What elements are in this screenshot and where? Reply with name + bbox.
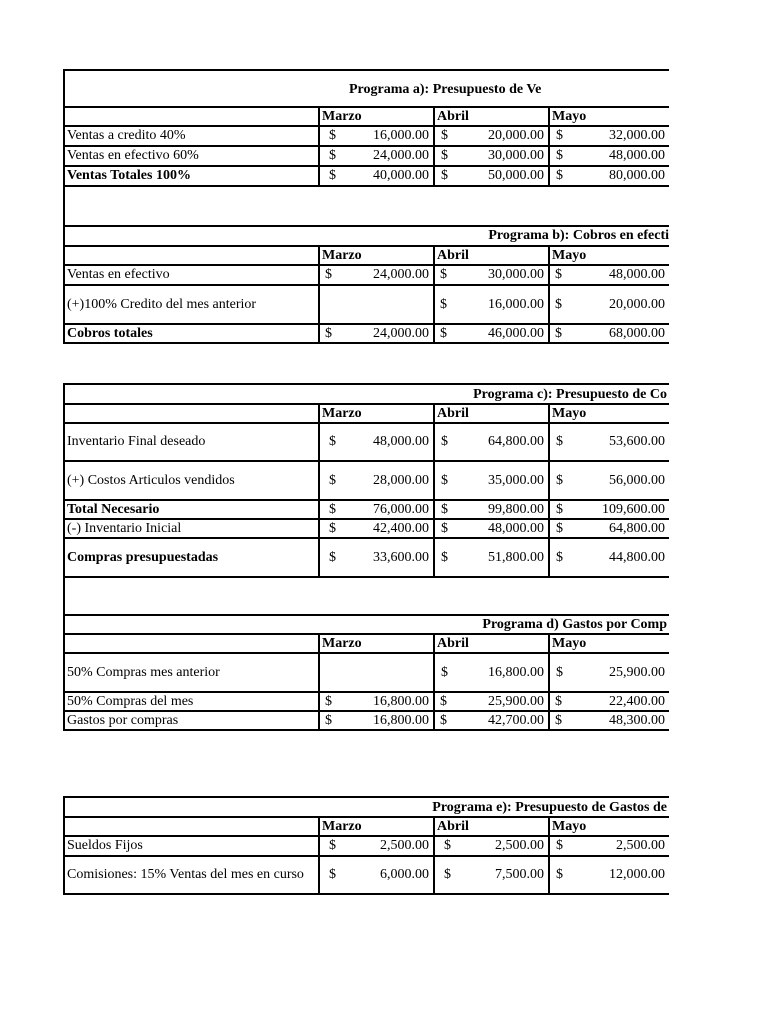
- month-header-mayo: Mayo: [552, 635, 587, 651]
- table-title-b: Programa b): Cobros en efecti: [488, 228, 670, 243]
- budget-block-cd: [63, 383, 668, 731]
- cell-value: 25,900.00: [488, 693, 544, 709]
- currency-symbol: $: [440, 325, 447, 341]
- currency-symbol: $: [441, 434, 448, 449]
- budget-block-e: [63, 796, 668, 895]
- cell-value: 80,000.00: [609, 168, 666, 183]
- table-row: [64, 836, 669, 856]
- table-title-c: Programa c): Presupuesto de Co: [473, 387, 667, 402]
- row-label: Gastos por compras: [64, 711, 319, 730]
- currency-symbol: $: [441, 501, 448, 517]
- currency-symbol: $: [325, 325, 332, 341]
- currency-symbol: $: [325, 693, 332, 709]
- currency-symbol: $: [556, 664, 563, 680]
- currency-symbol: $: [555, 693, 562, 709]
- cell-value: 35,000.00: [488, 472, 544, 488]
- cell-value: 51,800.00: [488, 549, 544, 565]
- budget-block-ab: [63, 69, 668, 344]
- currency-symbol: $: [556, 148, 563, 163]
- header-empty-cell: [64, 634, 319, 653]
- row-label: (+) Costos Articulos vendidos: [64, 461, 319, 500]
- cell-value: 56,000.00: [609, 472, 665, 488]
- header-empty-cell: [64, 107, 319, 126]
- row-label: 50% Compras del mes: [64, 692, 319, 711]
- table-row: [64, 285, 669, 324]
- currency-symbol: $: [556, 549, 563, 565]
- cell-value: 16,800.00: [488, 664, 544, 680]
- currency-symbol: $: [441, 520, 448, 536]
- currency-symbol: $: [441, 148, 448, 163]
- cell-value: 64,800.00: [609, 520, 665, 536]
- currency-symbol: $: [441, 128, 448, 143]
- month-header-marzo: Marzo: [319, 634, 434, 653]
- currency-symbol: $: [441, 664, 448, 680]
- cell-value: 53,600.00: [609, 434, 665, 449]
- table-title-cell: [64, 615, 319, 634]
- cell-value: 16,000.00: [488, 296, 544, 312]
- cell-value: 7,500.00: [495, 867, 544, 882]
- cell-value: 32,000.00: [609, 128, 666, 143]
- cell-value: 42,700.00: [488, 712, 544, 728]
- currency-symbol: $: [329, 148, 336, 163]
- month-header-mayo: Mayo: [552, 247, 587, 263]
- month-header-marzo: Marzo: [319, 246, 434, 265]
- cell-value: 22,400.00: [609, 693, 665, 709]
- cell-value: 42,400.00: [373, 520, 429, 536]
- currency-symbol: $: [556, 128, 563, 143]
- month-header-mayo: Mayo: [552, 108, 587, 124]
- cell-value: 48,000.00: [488, 520, 544, 536]
- cell-value: 109,600.00: [602, 501, 665, 517]
- currency-symbol: $: [556, 520, 563, 536]
- cell-value: 24,000.00: [373, 267, 429, 282]
- row-label: Ventas a credito 40%: [64, 126, 319, 146]
- cell-value: 20,000.00: [609, 296, 666, 312]
- currency-symbol: $: [329, 501, 336, 517]
- currency-symbol: $: [555, 296, 562, 312]
- currency-symbol: $: [444, 867, 451, 882]
- row-label: Ventas en efectivo 60%: [64, 146, 319, 166]
- cell-value: 48,300.00: [609, 712, 665, 728]
- currency-symbol: $: [440, 267, 447, 282]
- row-label: Total Necesario: [64, 500, 319, 519]
- cell-value: 24,000.00: [373, 148, 429, 163]
- row-label: Compras presupuestadas: [64, 538, 319, 577]
- spacer-row: [64, 577, 669, 615]
- currency-symbol: $: [555, 712, 562, 728]
- row-label: Comisiones: 15% Ventas del mes en curso: [64, 856, 319, 894]
- table-row: [64, 856, 669, 894]
- cell-value: 64,800.00: [488, 434, 544, 449]
- table-row: [64, 126, 669, 146]
- cell-value: 2,500.00: [616, 838, 665, 853]
- row-label: Inventario Final deseado: [64, 423, 319, 461]
- row-label: (+)100% Credito del mes anterior: [64, 285, 319, 324]
- table-title-cell: [64, 797, 319, 817]
- budget-table-ab: [63, 69, 669, 344]
- currency-symbol: $: [329, 838, 336, 853]
- cell-value: 6,000.00: [380, 867, 429, 882]
- row-label: Sueldos Fijos: [64, 836, 319, 856]
- cell-value: 30,000.00: [488, 267, 544, 282]
- month-header-mayo: Mayo: [552, 818, 587, 834]
- month-header-abril: Abril: [434, 634, 549, 653]
- table-row: [64, 653, 669, 692]
- row-label: 50% Compras mes anterior: [64, 653, 319, 692]
- currency-symbol: $: [325, 712, 332, 728]
- table-title-cell: [64, 226, 319, 246]
- month-header-abril: Abril: [434, 246, 549, 265]
- table-row: [64, 265, 669, 285]
- cell-value: 16,800.00: [373, 712, 429, 728]
- currency-symbol: $: [440, 712, 447, 728]
- currency-symbol: $: [329, 520, 336, 536]
- cell-value: 40,000.00: [373, 168, 429, 183]
- table-row: [64, 461, 669, 500]
- currency-symbol: $: [556, 168, 563, 183]
- currency-symbol: $: [440, 693, 447, 709]
- header-empty-cell: [64, 817, 319, 836]
- cell-value: 44,800.00: [609, 549, 665, 565]
- currency-symbol: $: [329, 434, 336, 449]
- month-header-mayo: Mayo: [552, 405, 587, 421]
- cell-value: 12,000.00: [609, 867, 665, 882]
- cell-value: 16,000.00: [373, 128, 429, 143]
- cell-value: 48,000.00: [373, 434, 429, 449]
- currency-symbol: $: [555, 325, 562, 341]
- currency-symbol: $: [555, 267, 562, 282]
- cell-value: 25,900.00: [609, 664, 665, 680]
- table-row: [64, 538, 669, 577]
- cell-value: 2,500.00: [495, 838, 544, 853]
- spacer-row: [64, 186, 669, 226]
- month-header-marzo: Marzo: [319, 404, 434, 423]
- row-label: Cobros totales: [64, 324, 319, 343]
- table-row: [64, 711, 669, 730]
- row-label: (-) Inventario Inicial: [64, 519, 319, 538]
- table-row: [64, 423, 669, 461]
- cell-value: 16,800.00: [373, 693, 429, 709]
- currency-symbol: $: [441, 549, 448, 565]
- table-title-cell: [64, 384, 319, 404]
- table-title-e: Programa e): Presupuesto de Gastos de: [432, 800, 667, 815]
- empty-cell: [319, 285, 434, 324]
- table-row: [64, 500, 669, 519]
- currency-symbol: $: [329, 168, 336, 183]
- currency-symbol: $: [556, 867, 563, 882]
- month-header-marzo: Marzo: [319, 817, 434, 836]
- currency-symbol: $: [556, 472, 563, 488]
- cell-value: 2,500.00: [380, 838, 429, 853]
- cell-value: 30,000.00: [488, 148, 544, 163]
- currency-symbol: $: [444, 838, 451, 853]
- empty-cell: [319, 653, 434, 692]
- currency-symbol: $: [329, 472, 336, 488]
- cell-value: 48,000.00: [609, 267, 666, 282]
- table-row: [64, 166, 669, 186]
- currency-symbol: $: [556, 838, 563, 853]
- budget-table-cd: [63, 383, 669, 731]
- cell-value: 50,000.00: [488, 168, 544, 183]
- currency-symbol: $: [325, 267, 332, 282]
- cell-value: 99,800.00: [488, 501, 544, 517]
- row-label: Ventas Totales 100%: [64, 166, 319, 186]
- cell-value: 20,000.00: [488, 128, 544, 143]
- table-row: [64, 324, 669, 343]
- table-row: [64, 692, 669, 711]
- cell-value: 24,000.00: [373, 325, 429, 341]
- table-row: [64, 519, 669, 538]
- currency-symbol: $: [556, 501, 563, 517]
- currency-symbol: $: [441, 168, 448, 183]
- month-header-abril: Abril: [434, 404, 549, 423]
- row-label: Ventas en efectivo: [64, 265, 319, 285]
- month-header-abril: Abril: [434, 817, 549, 836]
- table-title-d: Programa d) Gastos por Comp: [482, 616, 667, 632]
- cell-value: 48,000.00: [609, 148, 666, 163]
- cell-value: 33,600.00: [373, 549, 429, 565]
- cell-value: 28,000.00: [373, 472, 429, 488]
- currency-symbol: $: [556, 434, 563, 449]
- table-row: [64, 146, 669, 166]
- currency-symbol: $: [329, 549, 336, 565]
- month-header-abril: Abril: [434, 107, 549, 126]
- currency-symbol: $: [440, 296, 447, 312]
- budget-table-e: [63, 796, 669, 895]
- currency-symbol: $: [329, 867, 336, 882]
- header-empty-cell: [64, 404, 319, 423]
- cell-value: 46,000.00: [488, 325, 544, 341]
- month-header-marzo: Marzo: [319, 107, 434, 126]
- currency-symbol: $: [441, 472, 448, 488]
- cell-value: 68,000.00: [609, 325, 666, 341]
- currency-symbol: $: [329, 128, 336, 143]
- cell-value: 76,000.00: [373, 501, 429, 517]
- table-title-a: Programa a): Presupuesto de Ve: [349, 81, 542, 97]
- header-empty-cell: [64, 246, 319, 265]
- table-title-cell: [64, 70, 319, 107]
